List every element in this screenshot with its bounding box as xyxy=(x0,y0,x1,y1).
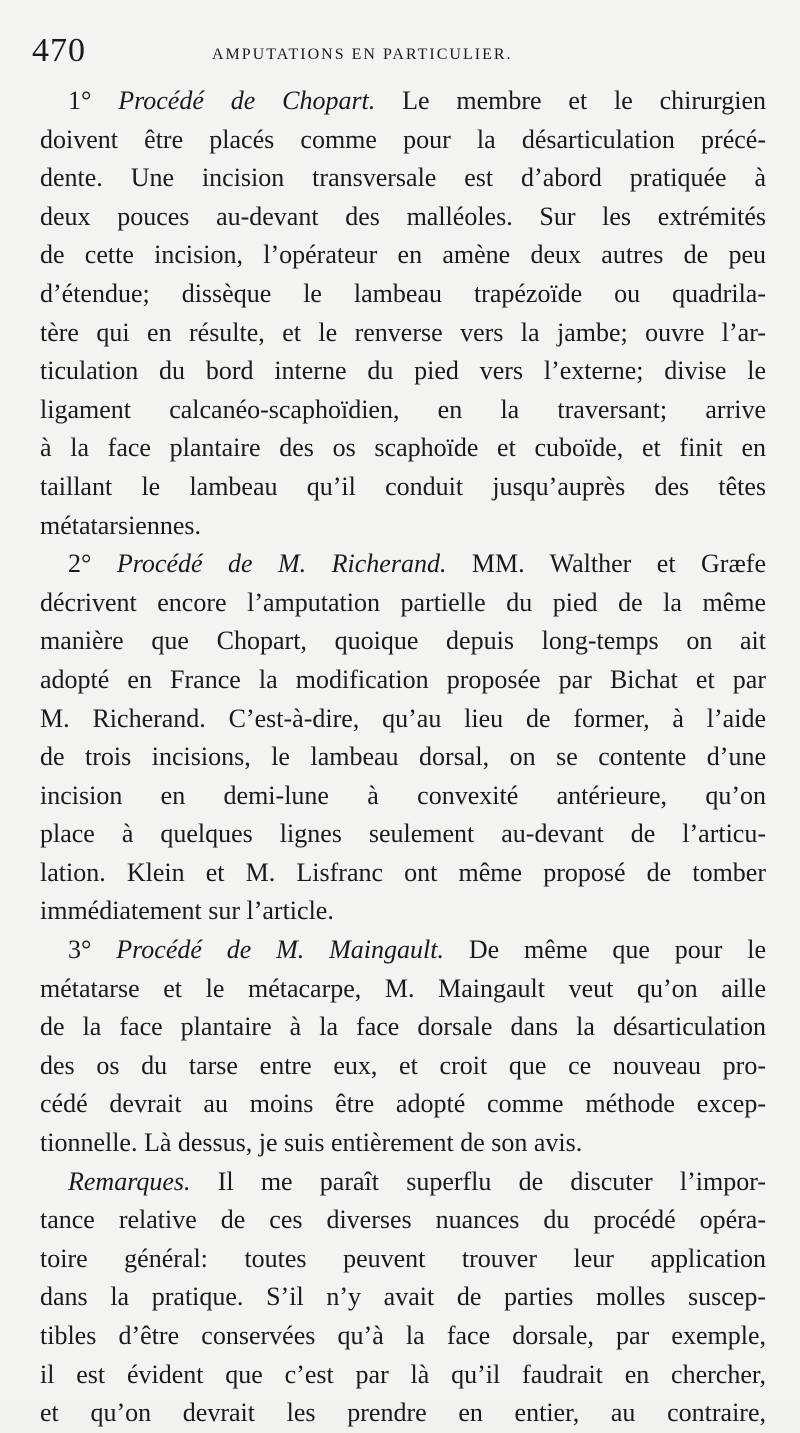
text-segment: il est évident que c’est par là qu’il faudrait en chercher, xyxy=(40,1359,766,1389)
text-line xyxy=(40,1317,766,1356)
text-segment: tère qui en résulte, et le renverse vers la jambe; ouvre l’ar- xyxy=(40,317,766,347)
text-line xyxy=(40,1201,766,1240)
text-line xyxy=(40,1240,766,1279)
text-segment: 3° xyxy=(68,935,117,965)
text-line xyxy=(40,661,766,700)
text-line xyxy=(40,352,766,391)
text-line xyxy=(40,391,766,430)
italic-heading: Procédé de M. Richerand. xyxy=(116,549,447,579)
text-line xyxy=(40,931,766,970)
text-line xyxy=(40,700,766,739)
text-line xyxy=(40,121,766,160)
text-line xyxy=(40,738,766,777)
text-line xyxy=(40,815,766,854)
text-segment: adopté en France la modification proposée par Bichat et par xyxy=(40,664,766,694)
text-line xyxy=(40,236,766,275)
text-line xyxy=(40,275,766,314)
text-segment: métatarsiennes. xyxy=(40,510,201,540)
text-segment: 2° xyxy=(68,549,117,579)
text-segment: et qu’on devrait les prendre en entier, au contraire, xyxy=(40,1398,766,1428)
text-segment: des os du tarse entre eux, et croit que ce nouveau pro- xyxy=(40,1050,766,1080)
text-line xyxy=(40,970,766,1009)
text-segment: MM. Walther et Græfe xyxy=(446,549,766,579)
page-header xyxy=(32,28,772,72)
text-line xyxy=(40,622,766,661)
text-segment: immédiatement sur l’article. xyxy=(40,896,334,926)
text-line xyxy=(40,1356,766,1395)
text-segment: décrivent encore l’amputation partielle du pied de la même xyxy=(40,587,766,617)
text-line xyxy=(40,1047,766,1086)
text-segment: d’étendue; dissèque le lambeau trapézoïde ou quadrila- xyxy=(40,278,766,308)
text-line xyxy=(40,854,766,893)
text-line xyxy=(40,1278,766,1317)
page-number: 470 xyxy=(32,32,86,69)
text-segment: toire général: toutes peuvent trouver leur application xyxy=(40,1243,766,1273)
text-line xyxy=(40,314,766,353)
text-line xyxy=(40,777,766,816)
text-line xyxy=(40,198,766,237)
text-segment: De même que pour le xyxy=(443,935,766,965)
text-segment: dans la pratique. S’il n’y avait de parties molles suscep- xyxy=(40,1282,766,1312)
text-line xyxy=(40,82,766,121)
text-segment: de la face plantaire à la face dorsale dans la désarticulation xyxy=(40,1012,766,1042)
text-segment: tionnelle. Là dessus, je suis entièrement de son avis. xyxy=(40,1128,583,1158)
text-segment: de trois incisions, le lambeau dorsal, on se contente d’une xyxy=(40,742,766,772)
text-line xyxy=(40,1394,766,1433)
text-segment: place à quelques lignes seulement au-devant de l’articu- xyxy=(40,819,766,849)
text-segment: 1° xyxy=(68,86,119,115)
text-line xyxy=(40,1124,766,1163)
text-segment: ticulation du bord interne du pied vers l’externe; divise le xyxy=(40,356,766,386)
text-segment: de cette incision, l’opérateur en amène deux autres de peu xyxy=(40,240,766,270)
text-segment: incision en demi-lune à convexité antérieure, qu’on xyxy=(40,780,766,810)
text-segment: dente. Une incision transversale est d’abord pratiquée à xyxy=(40,163,766,193)
text-line xyxy=(40,892,766,931)
text-line xyxy=(40,584,766,623)
text-segment: métatarse et le métacarpe, M. Maingault veut qu’on aille xyxy=(40,973,766,1003)
body-text xyxy=(40,82,766,1433)
text-line xyxy=(40,429,766,468)
text-line xyxy=(40,468,766,507)
italic-heading: Procédé de M. Maingault. xyxy=(116,935,444,965)
text-line xyxy=(40,159,766,198)
text-segment: ligament calcanéo-scaphoïdien, en la traversant; arrive xyxy=(40,394,766,424)
text-segment: manière que Chopart, quoique depuis long-temps on ait xyxy=(40,626,766,656)
text-segment: lation. Klein et M. Lisfranc ont même proposé de tomber xyxy=(40,857,766,887)
text-segment: taillant le lambeau qu’il conduit jusqu’auprès des têtes xyxy=(40,471,766,501)
text-segment: Il me paraît superflu de discuter l’impor- xyxy=(190,1166,766,1196)
italic-heading: Remarques. xyxy=(68,1166,191,1196)
text-segment: Le membre et le chirurgien xyxy=(375,86,766,115)
text-segment: cédé devrait au moins être adopté comme méthode excep- xyxy=(40,1089,766,1119)
text-line xyxy=(40,1085,766,1124)
text-segment: M. Richerand. C’est-à-dire, qu’au lieu de former, à l’aide xyxy=(40,703,766,733)
text-line xyxy=(40,545,766,584)
text-segment: doivent être placés comme pour la désarticulation précé- xyxy=(40,124,766,154)
text-segment: tibles d’être conservées qu’à la face dorsale, par exemple, xyxy=(40,1321,766,1350)
text-line xyxy=(40,1163,766,1202)
text-segment: tance relative de ces diverses nuances du procédé opéra- xyxy=(40,1205,766,1235)
text-line xyxy=(40,507,766,546)
italic-heading: Procédé de Chopart. xyxy=(118,86,376,115)
text-segment: à la face plantaire des os scaphoïde et cuboïde, et finit en xyxy=(40,433,766,463)
running-head: AMPUTATIONS EN PARTICULIER. xyxy=(212,46,513,63)
text-line xyxy=(40,1008,766,1047)
text-segment: deux pouces au-devant des malléoles. Sur les extrémités xyxy=(40,201,766,231)
